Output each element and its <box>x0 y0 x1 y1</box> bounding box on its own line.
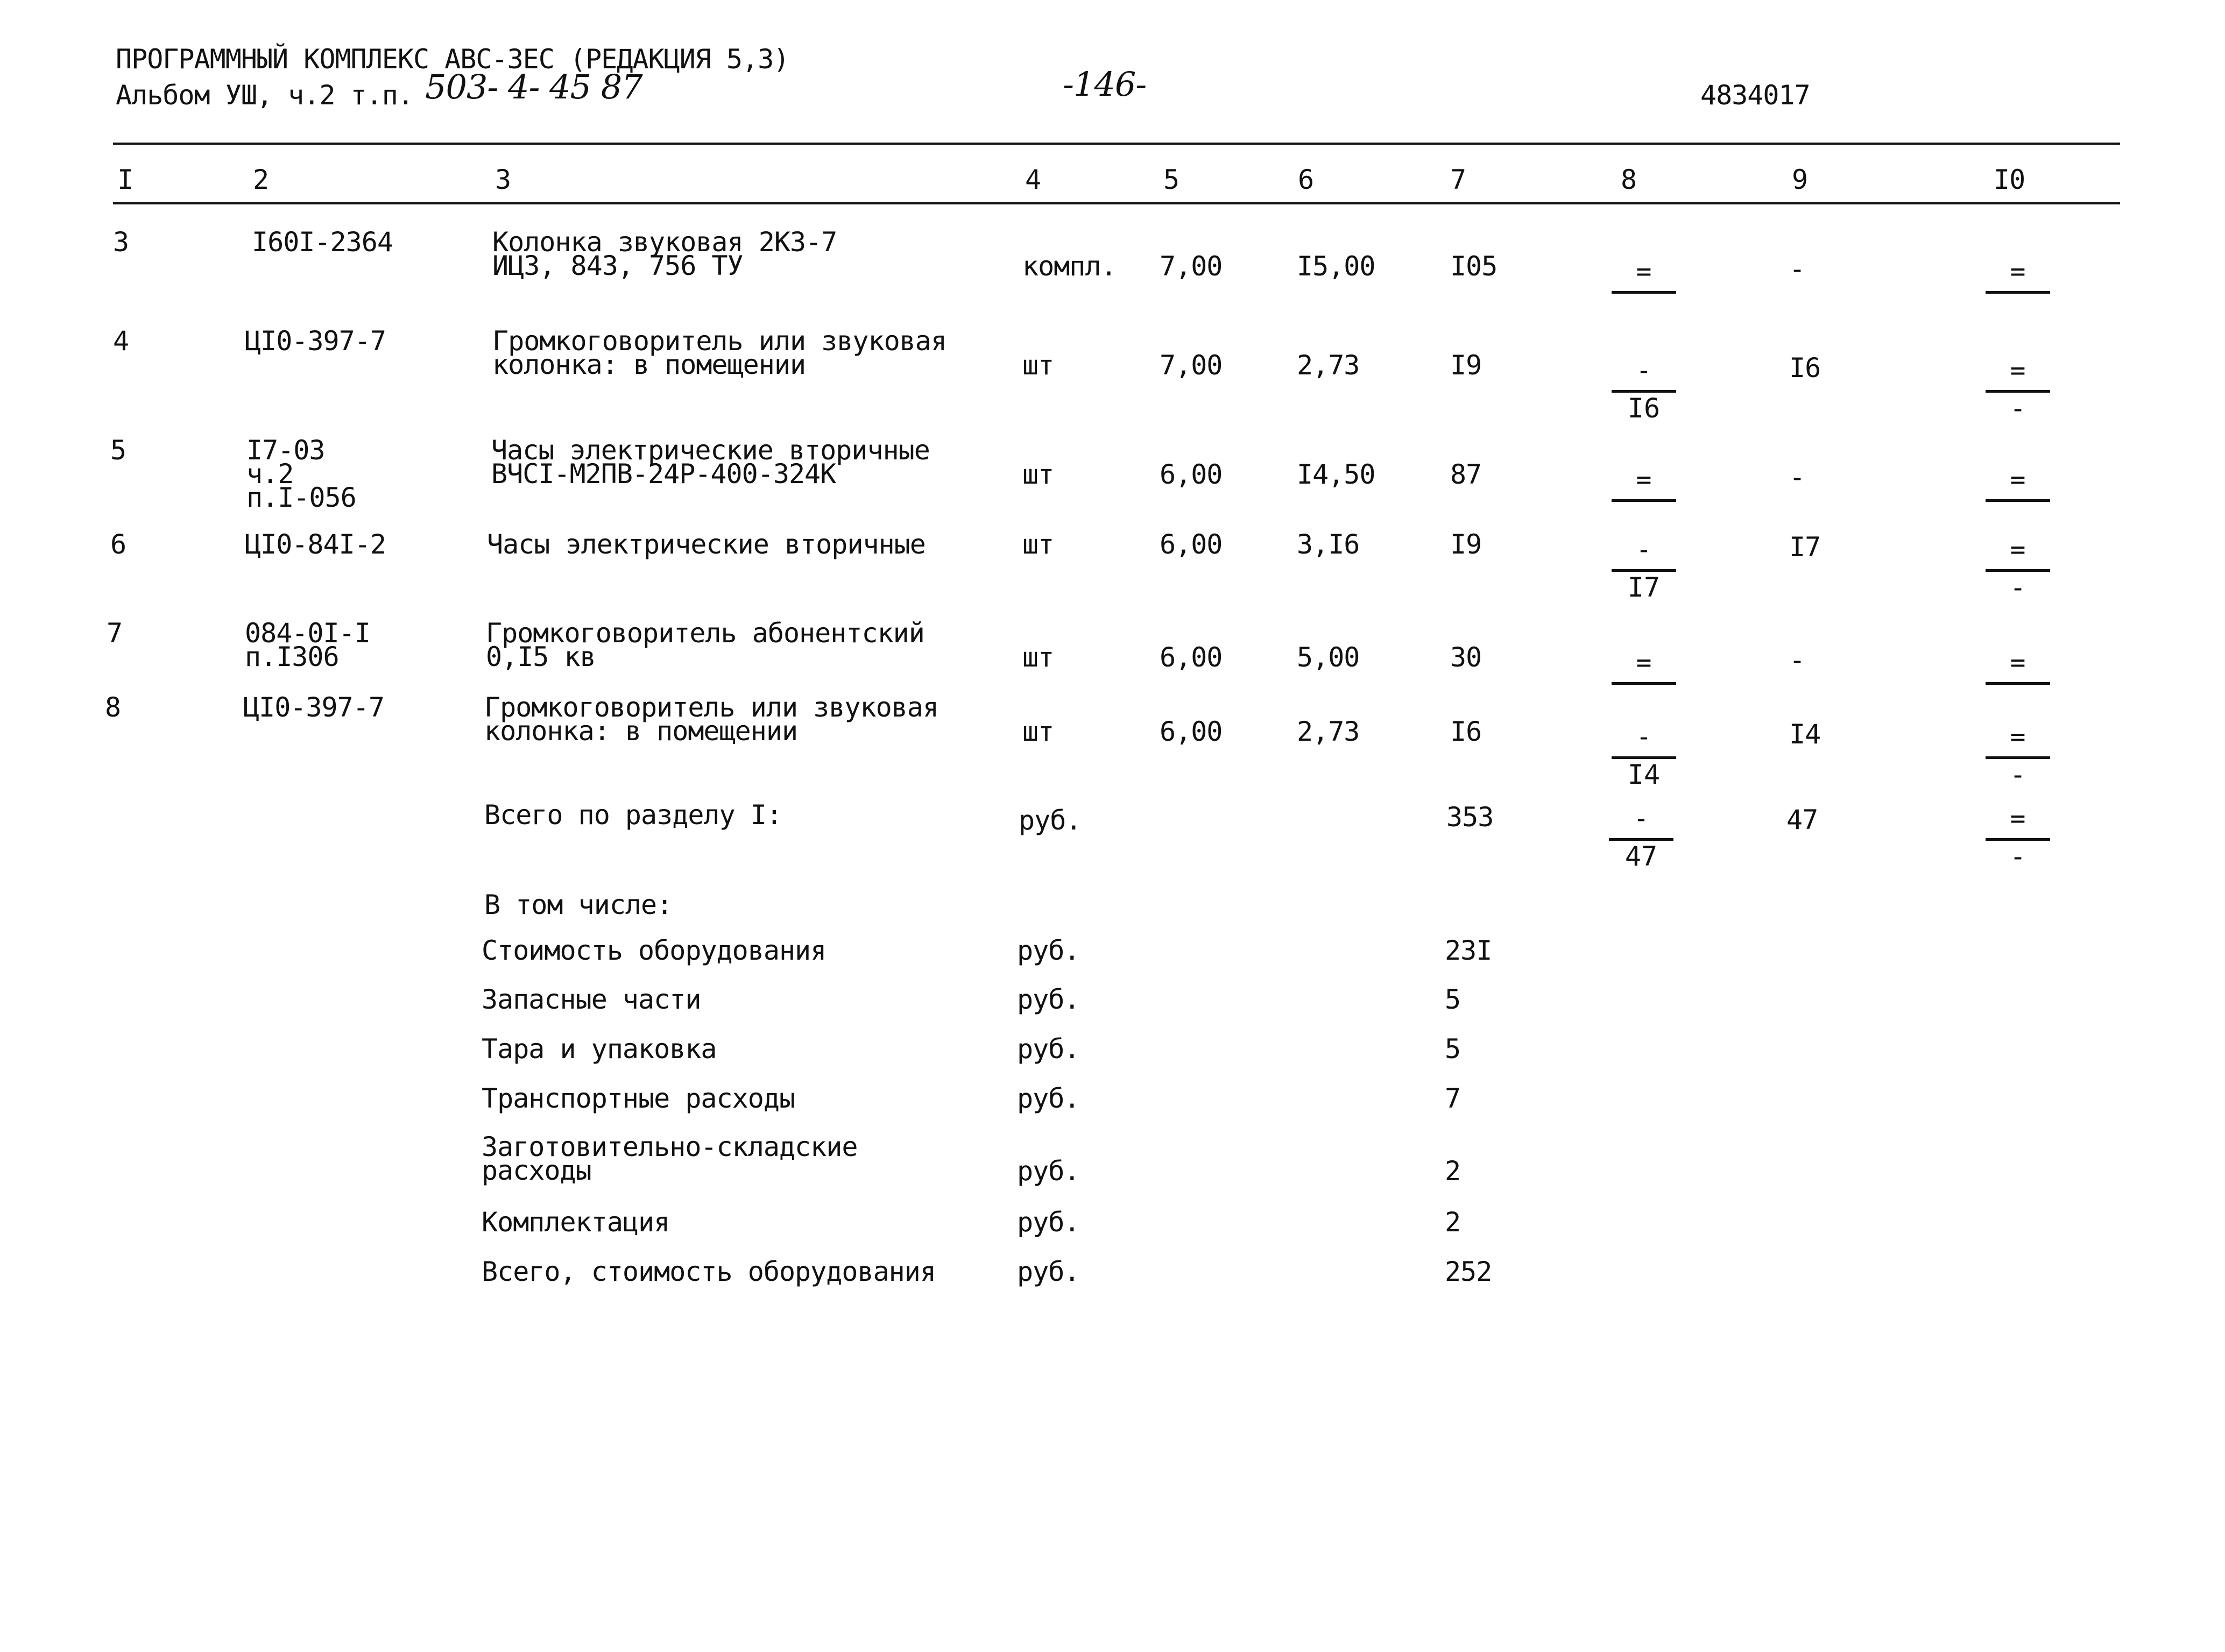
fraction-numerator: - <box>1636 535 1652 565</box>
row-price: 2,73 <box>1297 350 1360 381</box>
breakdown-value: 7 <box>1445 1083 1461 1114</box>
row-quantity: 7,00 <box>1160 350 1223 381</box>
row-total: 30 <box>1450 642 1482 673</box>
row-code: ЦI0-397-7 <box>245 325 386 357</box>
fraction-numerator: = <box>2010 356 2026 386</box>
section-total-value: 353 <box>1446 802 1494 833</box>
row-number: 7 <box>107 618 123 649</box>
row-name: ВЧСI-М2ПВ-24Р-400-324К <box>491 458 836 490</box>
breakdown-label: Заготовительно-складские <box>482 1131 858 1162</box>
row-price: I5,00 <box>1297 251 1375 282</box>
row-code: ЦI0-84I-2 <box>245 529 386 560</box>
fraction-numerator: = <box>2010 648 2026 678</box>
row-quantity: 6,00 <box>1160 642 1223 673</box>
col-header-7: 7 <box>1450 164 1466 195</box>
row-col9: - <box>1789 462 1805 493</box>
row-code: п.I-056 <box>246 482 356 513</box>
album-reference: Альбом УШ, ч.2 т.п. <box>116 80 413 111</box>
row-col8-fraction <box>1612 465 1676 538</box>
breakdown-unit: руб. <box>1017 1033 1080 1065</box>
col-header-6: 6 <box>1298 164 1314 195</box>
row-number: 5 <box>110 435 126 466</box>
fraction-denominator: 47 <box>1624 841 1658 872</box>
breakdown-label: Стоимость оборудования <box>482 935 827 966</box>
fraction-denominator: - <box>2009 841 2026 872</box>
row-quantity: 7,00 <box>1160 251 1223 282</box>
row-name: 0,I5 кв <box>486 641 596 672</box>
row-number: 3 <box>113 226 129 258</box>
fraction-denominator: I7 <box>1627 572 1661 603</box>
col-header-10: I0 <box>1994 164 2025 195</box>
fraction-bar <box>1612 682 1676 685</box>
row-col10-fraction <box>1986 465 2050 538</box>
row-name: Колонка звуковая 2КЗ-7 <box>492 226 837 258</box>
breakdown-label: расходы <box>482 1155 591 1186</box>
header-top-rule <box>113 143 2120 145</box>
row-col8-fraction <box>1612 535 1676 608</box>
section-total-col9: 47 <box>1786 804 1818 835</box>
fraction-numerator: = <box>2010 465 2026 495</box>
breakdown-value: 2 <box>1445 1207 1461 1238</box>
row-col8-fraction <box>1612 722 1676 795</box>
fraction-bar <box>1612 499 1676 502</box>
row-total: 87 <box>1450 459 1482 490</box>
row-unit: шт <box>1022 350 1054 381</box>
row-col8-fraction <box>1612 648 1676 721</box>
fraction-numerator: = <box>1636 648 1652 678</box>
breakdown-value: 5 <box>1445 984 1461 1015</box>
row-total: I9 <box>1450 529 1482 560</box>
breakdown-label: Всего, стоимость оборудования <box>482 1256 936 1287</box>
row-total: I6 <box>1450 716 1482 747</box>
column-header-rule <box>113 202 2120 204</box>
fraction-bar <box>1986 499 2050 502</box>
row-code: ЦI0-397-7 <box>243 692 384 723</box>
col-header-3: 3 <box>495 164 511 195</box>
col-header-1: I <box>117 164 133 195</box>
document-code: 4834017 <box>1700 80 1810 111</box>
page-number: -146- <box>1063 65 1147 104</box>
breakdown-value: 2 <box>1445 1155 1461 1187</box>
including-label: В том числе: <box>484 889 673 920</box>
row-col8-fraction <box>1612 257 1676 330</box>
breakdown-label: Комплектация <box>482 1207 670 1238</box>
row-code: 084-0I-I <box>245 618 370 649</box>
row-col9: I6 <box>1789 352 1821 384</box>
fraction-numerator: - <box>1636 722 1652 752</box>
row-code: I7-03 <box>246 435 325 466</box>
row-col10-fraction <box>1986 722 2050 795</box>
row-total: I05 <box>1450 251 1498 282</box>
row-col10-fraction <box>1986 257 2050 330</box>
row-unit: шт <box>1022 716 1054 747</box>
album-number: 503- 4- 45 87 <box>425 67 642 107</box>
fraction-bar <box>1612 291 1676 294</box>
row-name: ИЦЗ, 843, 756 ТУ <box>492 250 743 281</box>
row-quantity: 6,00 <box>1160 529 1223 560</box>
row-price: 3,I6 <box>1297 529 1360 560</box>
breakdown-label: Запасные части <box>482 984 701 1015</box>
breakdown-value: 5 <box>1445 1033 1461 1065</box>
row-col10-fraction <box>1986 356 2050 429</box>
section-total-unit: руб. <box>1019 805 1082 836</box>
row-col9: - <box>1789 644 1805 676</box>
fraction-numerator: = <box>1636 257 1652 287</box>
row-total: I9 <box>1450 350 1482 381</box>
fraction-numerator: = <box>2010 804 2026 834</box>
row-unit: шт <box>1022 529 1054 560</box>
fraction-denominator: - <box>2009 572 2026 603</box>
section-total-label: Всего по разделу I: <box>484 799 782 831</box>
breakdown-unit: руб. <box>1017 1256 1080 1287</box>
row-number: 8 <box>105 692 121 723</box>
row-col9: I4 <box>1789 719 1821 750</box>
row-code: I60I-2364 <box>252 226 393 258</box>
row-price: 2,73 <box>1297 716 1360 747</box>
fraction-numerator: - <box>1633 804 1649 834</box>
row-name: Громкоговоритель абонентский <box>486 618 924 649</box>
row-number: 4 <box>113 325 129 357</box>
breakdown-unit: руб. <box>1017 935 1080 966</box>
row-unit: шт <box>1022 642 1054 673</box>
fraction-denominator: - <box>2009 759 2026 790</box>
row-quantity: 6,00 <box>1160 459 1223 490</box>
row-code: п.I306 <box>245 641 339 672</box>
row-name: Часы электрические вторичные <box>487 529 926 560</box>
breakdown-unit: руб. <box>1017 1083 1080 1114</box>
row-col10-fraction <box>1986 535 2050 608</box>
row-unit: шт <box>1022 459 1054 490</box>
program-title: ПРОГРАММНЫЙ КОМПЛЕКС АВС-ЗЕС (РЕДАКЦИЯ 5,3) <box>116 44 789 75</box>
row-name: Громкоговоритель или звуковая <box>492 325 946 357</box>
fraction-bar <box>1986 291 2050 294</box>
row-name: Громкоговоритель или звуковая <box>484 692 938 723</box>
row-unit: компл. <box>1022 251 1117 282</box>
row-number: 6 <box>110 529 126 560</box>
row-col8-fraction <box>1612 356 1676 429</box>
breakdown-label: Транспортные расходы <box>482 1083 795 1114</box>
breakdown-value: 23I <box>1445 935 1492 966</box>
fraction-numerator: - <box>1636 356 1652 386</box>
fraction-denominator: I6 <box>1627 393 1661 424</box>
row-price: 5,00 <box>1297 642 1360 673</box>
row-name: колонка: в помещении <box>484 715 798 747</box>
col-header-9: 9 <box>1792 164 1808 195</box>
fraction-bar <box>1986 682 2050 685</box>
row-quantity: 6,00 <box>1160 716 1223 747</box>
fraction-denominator: - <box>2009 393 2026 424</box>
row-col10-fraction <box>1986 648 2050 721</box>
row-col9: - <box>1789 253 1805 285</box>
row-name: колонка: в помещении <box>492 349 806 380</box>
row-name: Часы электрические вторичные <box>491 435 930 466</box>
fraction-numerator: = <box>2010 535 2026 565</box>
row-code: ч.2 <box>246 458 294 490</box>
fraction-numerator: = <box>2010 257 2026 287</box>
col-header-5: 5 <box>1163 164 1179 195</box>
fraction-numerator: = <box>2010 722 2026 752</box>
section-total-col8-fraction <box>1609 804 1673 877</box>
fraction-numerator: = <box>1636 465 1652 495</box>
breakdown-unit: руб. <box>1017 1155 1080 1187</box>
col-header-4: 4 <box>1025 164 1041 195</box>
breakdown-value: 252 <box>1445 1256 1492 1287</box>
col-header-2: 2 <box>253 164 269 195</box>
fraction-denominator: I4 <box>1627 759 1661 790</box>
breakdown-label: Тара и упаковка <box>482 1033 717 1065</box>
row-price: I4,50 <box>1297 459 1375 490</box>
section-total-col10-fraction <box>1986 804 2050 877</box>
breakdown-unit: руб. <box>1017 984 1080 1015</box>
breakdown-unit: руб. <box>1017 1207 1080 1238</box>
row-col9: I7 <box>1789 531 1821 563</box>
col-header-8: 8 <box>1621 164 1637 195</box>
